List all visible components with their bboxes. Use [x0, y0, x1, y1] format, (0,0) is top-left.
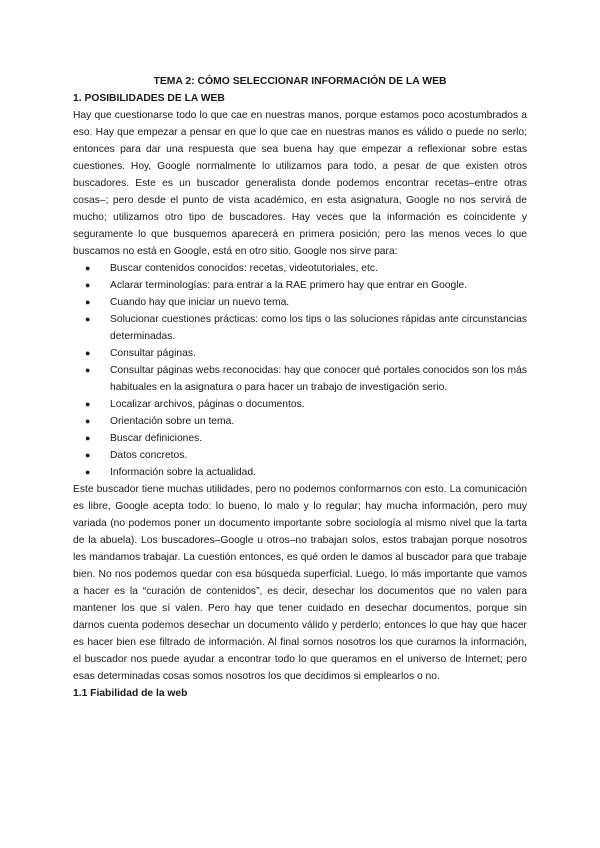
- list-item-text: Cuando hay que iniciar un nuevo tema.: [110, 297, 290, 308]
- list-item-text: Localizar archivos, páginas o documentos.: [110, 399, 305, 410]
- bullet-icon: ●: [85, 467, 91, 477]
- section-heading: 1. POSIBILIDADES DE LA WEB: [73, 93, 225, 104]
- list-item: [73, 413, 527, 430]
- bullet-list: [73, 260, 527, 481]
- bullet-icon: ●: [85, 433, 91, 443]
- list-item: [73, 311, 527, 345]
- subsection-heading: 1.1 Fiabilidad de la web: [73, 688, 188, 699]
- list-item: [73, 447, 527, 464]
- list-item: [73, 277, 527, 294]
- bullet-icon: ●: [85, 263, 91, 273]
- list-item-text: Buscar definiciones.: [110, 433, 203, 444]
- bullet-icon: ●: [85, 297, 91, 307]
- bullet-icon: ●: [85, 314, 91, 324]
- document-page: [73, 73, 527, 702]
- list-item-text: Aclarar terminologías: para entrar a la RAE primero hay que entrar en Google.: [110, 280, 468, 291]
- list-item-text: Solucionar cuestiones prácticas: como los tips o las soluciones rápidas ante circunstancias determinadas.: [110, 314, 527, 342]
- bullet-icon: ●: [85, 399, 91, 409]
- list-item: [73, 464, 527, 481]
- closing-paragraph: Este buscador tiene muchas utilidades, pero no podemos conformarnos con esto. La comunicación es libre, Google acepta todo: lo bueno, lo malo y lo regular; hay mucha información, pero muy variada (no podemos poner un documento importante sobre sociología al mismo nivel que la tarta de la abuela). Los buscadores–Google u otros–no trabajan solos, estos trabajan porque nosotros les mandamos trabajar. La cuestión entonces, es qué orden le damos al buscador para que trabaje bien. No nos podemos quedar con esa búsqueda superficial. Luego, lo más importante que vamos a hacer es la “curación de contenidos”, es decir, desechar los documentos que no valen para mantener los que sí valen. Pero hay que tener cuidado en desechar documentos, porque sin darnos cuenta podemos desechar un documento válido y perderlo; entonces lo que hay que hacer es hacer bien ese filtrado de información. Al final somos nosotros los que curamos la información, el buscador nos puede ayudar a encontrar todo lo que queramos en el universo de Internet; pero esas determinadas cosas somos nosotros los que decidimos si emplearlos o no.: [73, 484, 527, 682]
- list-item: [73, 260, 527, 277]
- list-item-text: Consultar páginas webs reconocidas: hay que conocer qué portales conocidos son los más habituales en la asignatura o para hacer un trabajo de investigación serio.: [110, 365, 527, 393]
- list-item-text: Información sobre la actualidad.: [110, 467, 256, 478]
- intro-paragraph: Hay que cuestionarse todo lo que cae en nuestras manos, porque estamos poco acostumbrados a eso. Hay que empezar a pensar en que lo que cae en nuestras manos es válido o puede no serlo; entonces para dar una respuesta que sea buena hay que empezar a reflexionar sobre estas cuestiones. Hoy, Google normalmente lo utilizamos para todo, a pesar de que existen otros buscadores. Este es un buscador generalista donde podemos encontrar recetas–entre otras cosas–; pero desde el punto de vista académico, en esta asignatura, Google no nos servirá de mucho; utilizamos otro tipo de buscadores. Hay veces que la información es coincidente y seguramente lo que busquemos aparecerá en primera posición; pero las menos veces lo que buscamos no está en Google, está en otro sitio. Google nos sirve para:: [73, 110, 527, 257]
- list-item-text: Consultar páginas.: [110, 348, 196, 359]
- list-item: [73, 430, 527, 447]
- document-title: TEMA 2: CÓMO SELECCIONAR INFORMACIÓN DE LA WEB: [153, 76, 447, 87]
- list-item-text: Buscar contenidos conocidos: recetas, videotutoriales, etc.: [110, 263, 378, 274]
- list-item: [73, 396, 527, 413]
- list-item-text: Datos concretos.: [110, 450, 188, 461]
- list-item-text: Orientación sobre un tema.: [110, 416, 235, 427]
- bullet-icon: ●: [85, 280, 91, 290]
- list-item: [73, 345, 527, 362]
- list-item: [73, 294, 527, 311]
- list-item: [73, 362, 527, 396]
- bullet-icon: ●: [85, 348, 91, 358]
- bullet-icon: ●: [85, 450, 91, 460]
- bullet-icon: ●: [85, 416, 91, 426]
- bullet-icon: ●: [85, 365, 91, 375]
